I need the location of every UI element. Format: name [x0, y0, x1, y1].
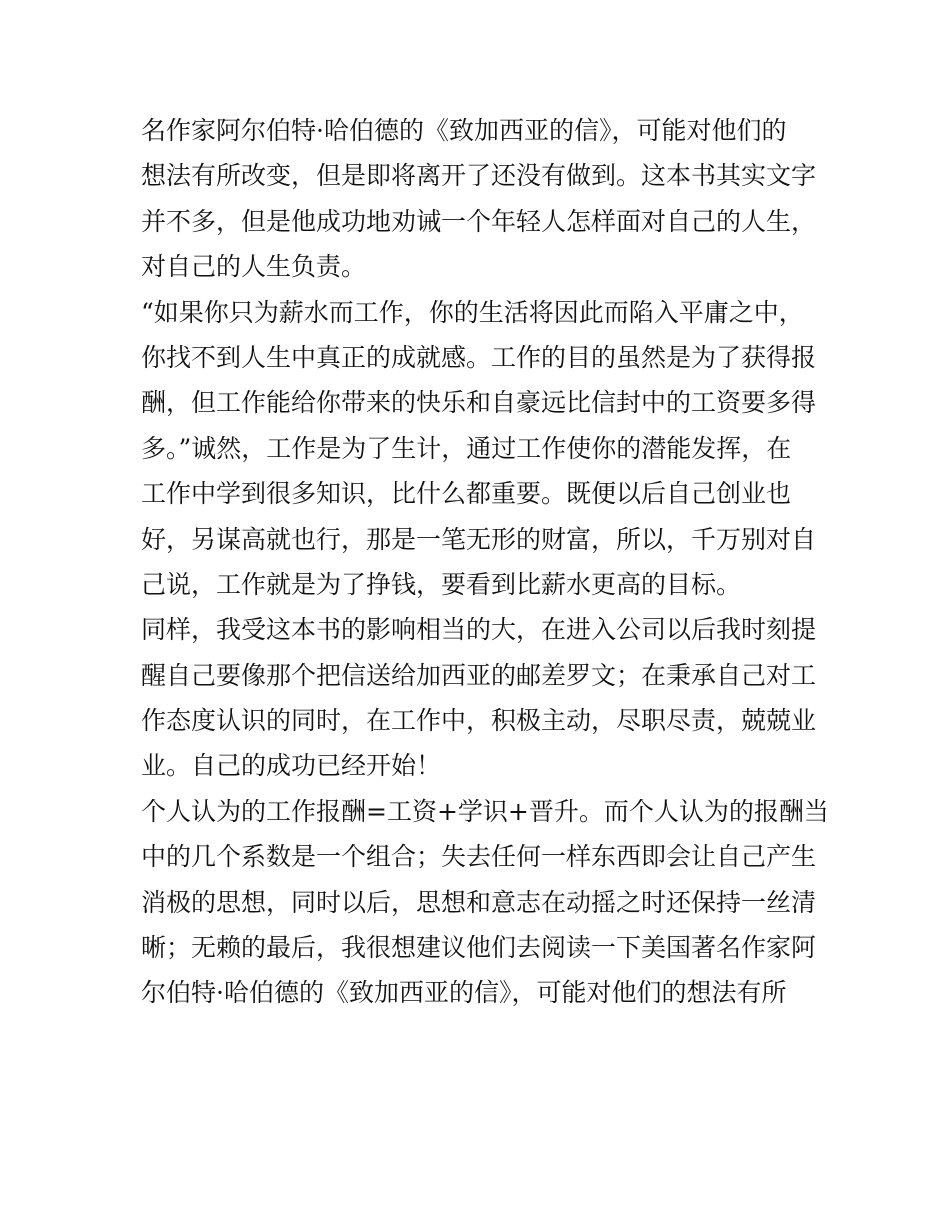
text-line: 名作家阿尔伯特·哈伯德的《致加西亚的信》，可能对他们的: [141, 116, 787, 145]
text-line: 并不多，但是他成功地劝诫一个年轻人怎样面对自己的人生，: [141, 206, 817, 236]
text-line: 消极的思想，同时以后，思想和意志在动摇之时还保持一丝清: [141, 887, 817, 917]
text-line: 尔伯特·哈伯德的《致加西亚的信》，可能对他们的想法有所: [141, 978, 787, 1008]
text-line: 好，另谋高就也行，那是一笔无形的财富，所以，千万别对自: [141, 524, 817, 554]
text-line: 作态度认识的同时，在工作中，积极主动，尽职尽责，兢兢业: [141, 706, 817, 736]
text-line: 醒自己要像那个把信送给加西亚的邮差罗文；在秉承自己对工: [141, 660, 817, 690]
text-line: 个人认为的工作报酬=工资+学识+晋升。而个人认为的报酬当: [141, 796, 829, 826]
text-line: 业。自己的成功已经开始！: [141, 751, 442, 781]
text-line: 晰；无赖的最后，我很想建议他们去阅读一下美国著名作家阿: [141, 933, 817, 963]
text-line: 酬，但工作能给你带来的快乐和自豪远比信封中的工资要多得: [141, 388, 817, 418]
text-line: 工作中学到很多知识，比什么都重要。既便以后自己创业也: [141, 479, 792, 509]
text-line: 多。”诚然，工作是为了生计，通过工作使你的潜能发挥，在: [141, 433, 792, 463]
text-line: 对自己的人生负责。: [141, 252, 367, 282]
text-line: “如果你只为薪水而工作，你的生活将因此而陷入平庸之中，: [141, 297, 804, 327]
text-line: 想法有所改变，但是即将离开了还没有做到。这本书其实文字: [141, 161, 817, 191]
body-text: [141, 108, 829, 1016]
text-line: 己说，工作就是为了挣钱，要看到比薪水更高的目标。: [141, 569, 742, 599]
text-line: 你找不到人生中真正的成就感。工作的目的虽然是为了获得报: [141, 342, 817, 372]
text-line: 中的几个系数是一个组合；失去任何一样东西即会让自己产生: [141, 842, 817, 872]
text-line: 同样，我受这本书的影响相当的大，在进入公司以后我时刻提: [141, 615, 817, 645]
